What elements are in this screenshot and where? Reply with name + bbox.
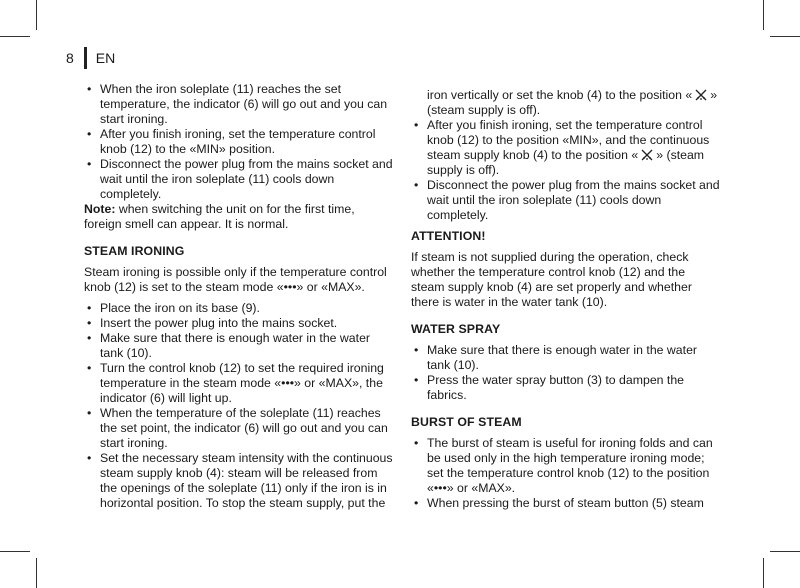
burst-list xyxy=(411,436,721,511)
crop-mark xyxy=(0,551,30,552)
list-item: • Turn the control knob (12) to set the required ironing temperature in the steam mode «•••» or «MAX», the indicator (6) will light up. xyxy=(84,361,394,406)
page-number: 8 xyxy=(66,49,74,66)
list-item: • When the temperature of the soleplate (11) reaches the set point, the indicator (6) will go out and you can start ironing. xyxy=(84,406,394,451)
list-item: • Press the water spray button (3) to dampen the fabrics. xyxy=(411,373,721,403)
section-heading-burst-of-steam: BURST OF STEAM xyxy=(411,415,522,429)
list-item: • Disconnect the power plug from the mains socket and wait until the iron soleplate (11) cools down completely. xyxy=(411,178,721,223)
right-column xyxy=(411,88,721,511)
continued-text xyxy=(411,88,721,118)
continued-text-b: » (steam supply is off). xyxy=(427,88,718,117)
note-text: when switching the unit on for the first time, foreign smell can appear. It is normal. xyxy=(84,202,355,231)
crop-mark xyxy=(36,558,37,588)
intro-list xyxy=(84,82,394,202)
spray-list xyxy=(411,343,721,403)
list-item: • When pressing the burst of steam button (5) steam xyxy=(411,496,721,511)
page-header xyxy=(66,48,115,68)
language-label: EN xyxy=(95,49,116,66)
left-column xyxy=(84,82,394,511)
steam-list xyxy=(84,301,394,511)
list-item: • The burst of steam is useful for ironing folds and can be used only in the high temperature ironing mode; set the temperature control knob (12) to the position «•••» or «MAX». xyxy=(411,436,721,496)
header-divider xyxy=(84,47,87,69)
list-item: • Set the necessary steam intensity with the continuous steam supply knob (4): steam will be released from the openings of the soleplate (11) only if the iron is in horizontal position. To stop the steam supply, put the xyxy=(84,451,394,511)
attention-text: If steam is not supplied during the operation, check whether the temperature control knob (12) and the steam supply knob (4) are set properly and whether there is water in the water tank (10). xyxy=(411,250,692,309)
list-item: • When the iron soleplate (11) reaches the set temperature, the indicator (6) will go out and you can start ironing. xyxy=(84,82,394,127)
list-item: • Make sure that there is enough water in the water tank (10). xyxy=(84,331,394,361)
list-item: • Place the iron on its base (9). xyxy=(84,301,394,316)
note-paragraph xyxy=(84,202,394,232)
list-item: • Insert the power plug into the mains socket. xyxy=(84,316,394,331)
crop-mark xyxy=(36,0,37,30)
section-heading-water-spray: WATER SPRAY xyxy=(411,322,501,336)
list-item xyxy=(411,118,721,178)
steam-off-icon xyxy=(640,148,654,162)
list-item: • Make sure that there is enough water in the water tank (10). xyxy=(411,343,721,373)
after-text-a: After you finish ironing, set the temperature control knob (12) to the position «MIN», and the continuous steam supply knob (4) to the position « xyxy=(427,118,710,162)
continued-text-a: iron vertically or set the knob (4) to the position « xyxy=(427,88,693,102)
list-item: • Disconnect the power plug from the mains socket and wait until the iron soleplate (11) cools down completely. xyxy=(84,157,394,202)
crop-mark xyxy=(770,36,800,37)
crop-mark xyxy=(0,36,30,37)
list-item: • After you finish ironing, set the temperature control knob (12) to the «MIN» position. xyxy=(84,127,394,157)
crop-mark xyxy=(763,0,764,30)
finish-list xyxy=(411,118,721,223)
after-text-b: » (steam supply is off). xyxy=(427,148,705,177)
crop-mark xyxy=(763,558,764,588)
crop-mark xyxy=(770,551,800,552)
section-heading-steam-ironing: STEAM IRONING xyxy=(84,244,185,258)
steam-off-icon xyxy=(694,88,708,102)
steam-intro: Steam ironing is possible only if the temperature control knob (12) is set to the steam mode «•••» or «MAX». xyxy=(84,265,387,294)
note-label: Note: xyxy=(84,202,116,216)
section-heading-attention: ATTENTION! xyxy=(411,229,486,243)
